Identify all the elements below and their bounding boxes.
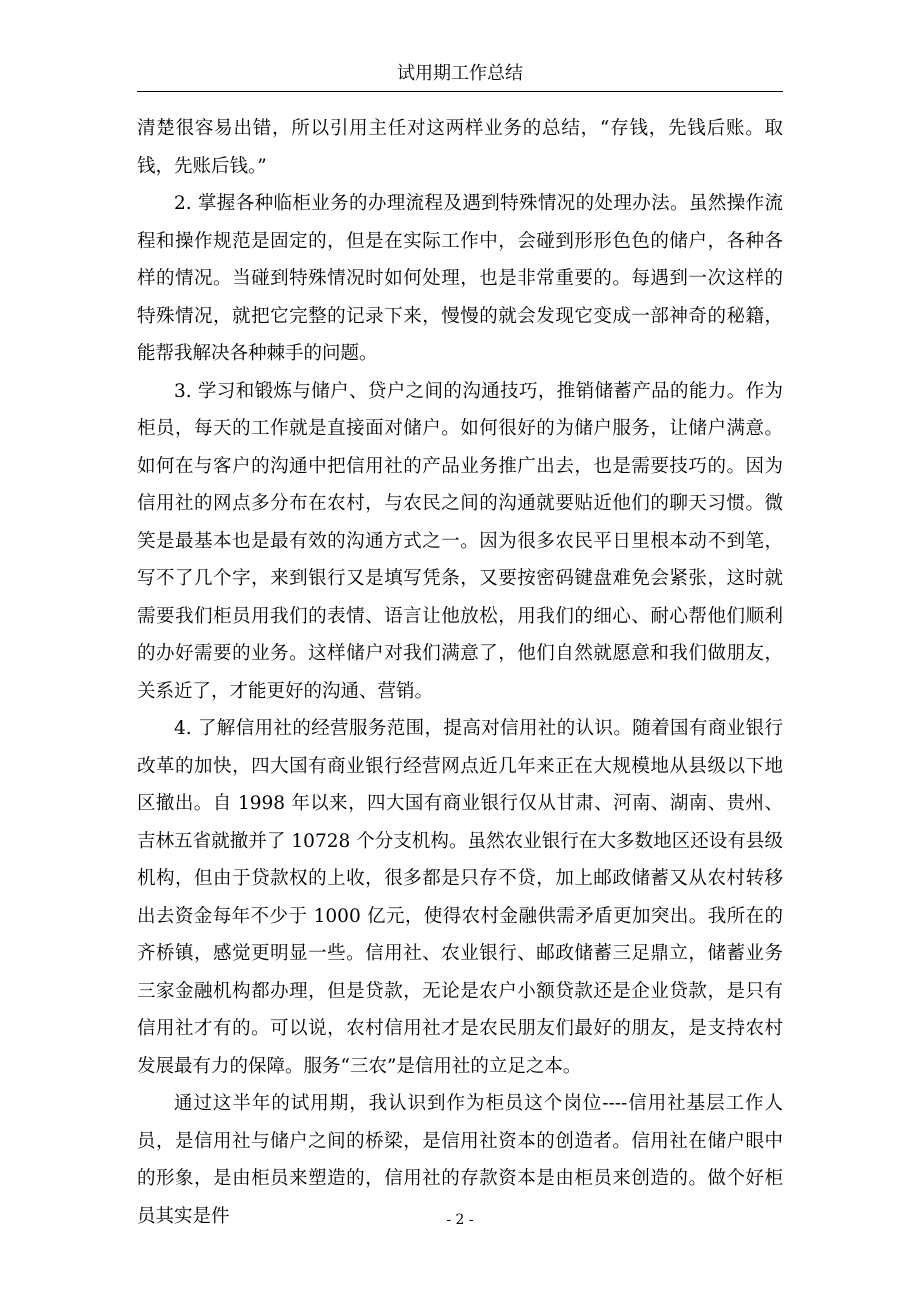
header-divider (137, 91, 783, 92)
paragraph-item-3: 3. 学习和锻炼与储户、贷户之间的沟通技巧，推销储蓄产品的能力。作为柜员，每天的工作就是直接面对储户。如何很好的为储户服务，让储户满意。如何在与客户的沟通中把信用社的产品业务推广出去，也是需要技巧的。因为信用社的网点多分布在农村，与农民之间的沟通就要贴近他们的聊天习惯。微笑是最基本也是最有效的沟通方式之一。因为很多农民平日里根本动不到笔，写不了几个字，来到银行又是填写凭条，又要按密码键盘难免会紧张，这时就需要我们柜员用我们的表情、语言让他放松，用我们的细心、耐心帮他们顺利的办好需要的业务。这样储户对我们满意了，他们自然就愿意和我们做朋友，关系近了，才能更好的沟通、营销。 (137, 380, 783, 702)
page-header-title: 试用期工作总结 (397, 63, 523, 84)
paragraph-conclusion: 通过这半年的试用期，我认识到作为柜员这个岗位----信用社基层工作人员，是信用社与储户之间的桥梁，是信用社资本的创造者。信用社在储户眼中的形象，是由柜员来塑造的，信用社的存款资本是由柜员来创造的。做个好柜员其实是件 (137, 1093, 783, 1227)
paragraph-item-2: 2. 掌握各种临柜业务的办理流程及遇到特殊情况的处理办法。虽然操作流程和操作规范是固定的，但是在实际工作中，会碰到形形色色的储户，各种各样的情况。当碰到特殊情况时如何处理，也是非常重要的。每遇到一次这样的特殊情况，就把它完整的记录下来，慢慢的就会发现它变成一部神奇的秘籍，能帮我解决各种棘手的问题。 (137, 193, 783, 364)
paragraph-continuation: 清楚很容易出错，所以引用主任对这两样业务的总结，“存钱，先钱后账。取钱，先账后钱。” (137, 118, 783, 177)
page-number: - 2 - (446, 1212, 474, 1228)
paragraph-item-4: 4. 了解信用社的经营服务范围，提高对信用社的认识。随着国有商业银行改革的加快，四大国有商业银行经营网点近几年来正在大规模地从县级以下地区撤出。自 1998 年以来，四大国有商业银行仅从甘肃、河南、湖南、贵州、吉林五省就撤并了 10728 个分支机构。虽然农业银行在大多数地区还设有县级机构，但由于贷款权的上收，很多都是只存不贷，加上邮政储蓄又从农村转移出去资金每年不少于 1000 亿元，使得农村金融供需矛盾更加突出。我所在的齐桥镇，感觉更明显一些。信用社、农业银行、邮政储蓄三足鼎立，储蓄业务三家金融机构都办理，但是贷款，无论是农户小额贷款还是企业贷款，是只有信用社才有的。可以说，农村信用社才是农民朋友们最好的朋友，是支持农村发展最有力的保障。服务“三农”是信用社的立足之本。 (137, 718, 783, 1077)
document-body (137, 110, 783, 1235)
